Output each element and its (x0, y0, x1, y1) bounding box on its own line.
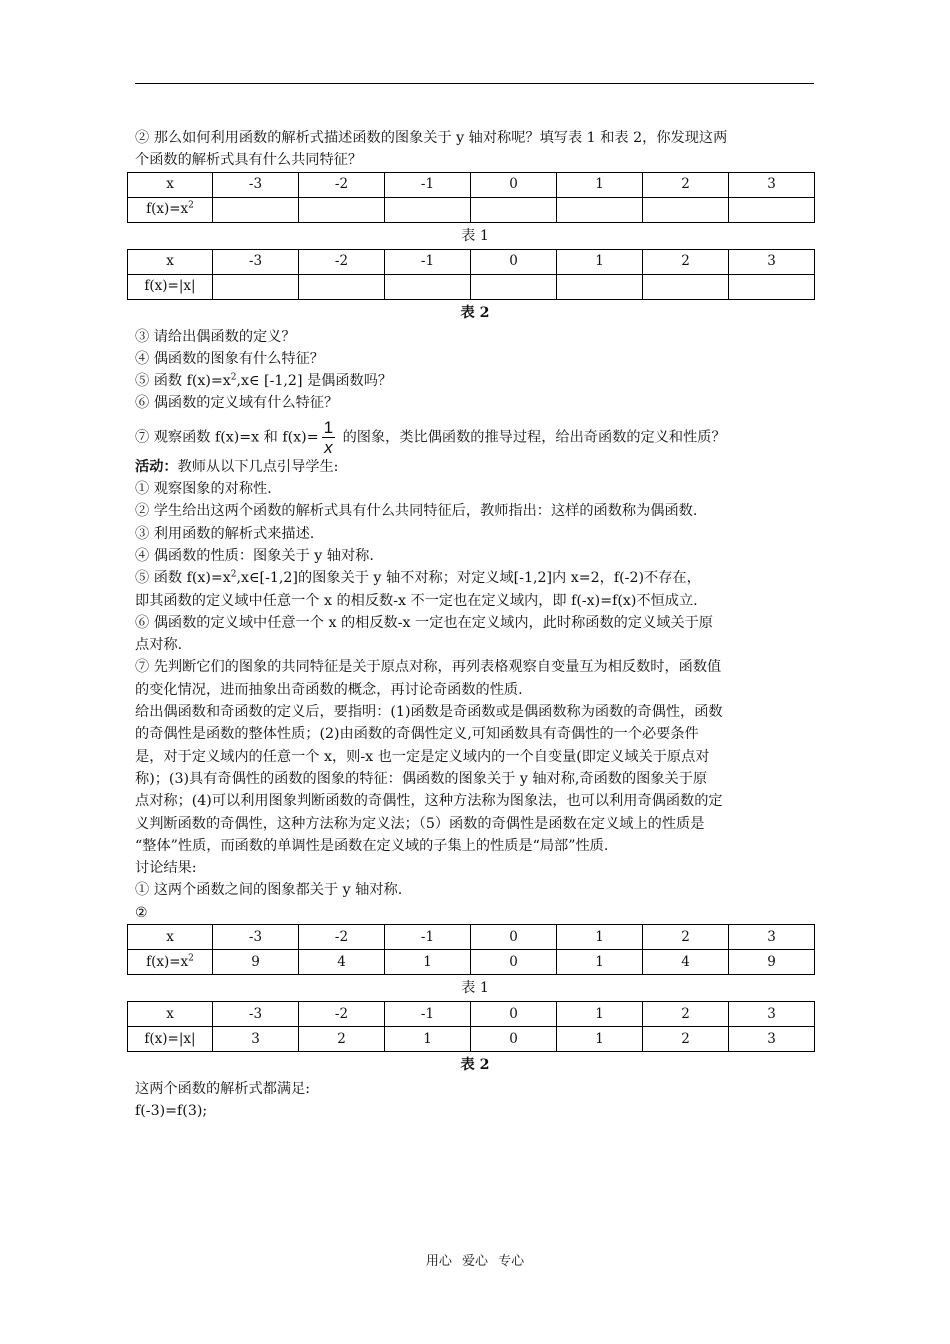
activity-heading: 活动：教师从以下几点引导学生: (135, 458, 339, 475)
guidance-line: “整体”性质，而函数的单调性是函数在定义域的子集上的性质是“局部”性质. (135, 837, 609, 854)
table-2-empty (127, 249, 815, 300)
f2-header: f(x)=|x| (128, 1027, 213, 1052)
activity-2: ② 学生给出这两个函数的解析式具有什么共同特征后，教师指出：这样的函数称为偶函数. (135, 503, 698, 520)
x-cell: -1 (385, 1002, 471, 1027)
table-row (128, 925, 815, 950)
f1-header: $f(x)=x^2$ (128, 197, 213, 222)
table-1-filled (127, 924, 815, 975)
blank-cell (729, 197, 815, 222)
x-header: x (128, 925, 213, 950)
fraction: $\frac{1}{x}$ (323, 417, 334, 457)
guidance-line: 点对称；(4)可以利用图象判断函数的奇偶性，这种方法称为图象法，也可以利用奇偶函数的定 (135, 793, 723, 810)
guidance-line: 称)；(3)具有奇偶性的函数的图象的特征：偶函数的图象关于 y 轴对称,奇函数的图象关于原 (135, 770, 708, 787)
value-cell: 4 (643, 950, 729, 975)
table-2-caption: 表 2 (460, 1057, 490, 1074)
value-cell: 2 (643, 1027, 729, 1052)
table-row (128, 197, 815, 222)
value-cell: 3 (213, 1027, 299, 1052)
question-2-line-1: ② 那么如何利用函数的解析式描述函数的图象关于 y 轴对称呢？填写表 1 和表 2，你发现这两 (135, 130, 728, 146)
x-cell: 1 (557, 1002, 643, 1027)
x-cell: -3 (213, 925, 299, 950)
blank-cell (471, 197, 557, 222)
x-header: x (128, 172, 213, 197)
page-footer: 用心 爱心 专心 (425, 1254, 525, 1269)
x-cell: 3 (729, 925, 815, 950)
discussion-1: ① 这两个函数之间的图象都关于 y 轴对称. (135, 882, 403, 899)
value-cell: 9 (213, 950, 299, 975)
blank-cell (213, 274, 299, 299)
value-cell: 1 (385, 1027, 471, 1052)
x-cell: 3 (729, 172, 815, 197)
blank-cell (299, 197, 385, 222)
question-4: ④ 偶函数的图象有什么特征？ (135, 350, 324, 367)
value-cell: 3 (729, 1027, 815, 1052)
x-cell: -2 (299, 249, 385, 274)
f2-header: f(x)=|x| (128, 274, 213, 299)
activity-6: ⑥ 偶函数的定义域中任意一个 x 的相反数-x 一定也在定义域内，此时称函数的定义域关于原 (135, 614, 713, 631)
value-cell: 1 (385, 950, 471, 975)
blank-cell (643, 197, 729, 222)
question-7: ⑦ 观察函数 f(x)=x 和 f(x)= $\frac{1}{x}$ 的图象，类比偶函数的推导过程，给出奇函数的定义和性质？ (135, 417, 726, 457)
table-2-filled (127, 1001, 815, 1052)
table-row (128, 950, 815, 975)
discussion-heading: 讨论结果: (135, 860, 197, 877)
activity-1: ① 观察图象的对称性. (135, 481, 272, 498)
x-cell: 1 (557, 925, 643, 950)
x-cell: -3 (213, 249, 299, 274)
x-cell: -2 (299, 925, 385, 950)
x-cell: -3 (213, 1002, 299, 1027)
x-cell: -2 (299, 172, 385, 197)
value-cell: 1 (557, 1027, 643, 1052)
blank-cell (213, 197, 299, 222)
header-rule (135, 83, 814, 84)
blank-cell (557, 274, 643, 299)
x-cell: 2 (643, 172, 729, 197)
table-row (128, 274, 815, 299)
x-cell: 2 (643, 925, 729, 950)
activity-6-line-2: 点对称. (135, 637, 183, 654)
value-cell: 4 (299, 950, 385, 975)
x-cell: -1 (385, 925, 471, 950)
guidance-line: 的奇偶性是函数的整体性质；(2)由函数的奇偶性定义,可知函数具有奇偶性的一个必要条件 (135, 726, 699, 743)
question-5: ⑤ 函数 $f(x)=x^2,x\in$ [-1,2] 是偶函数吗？ (135, 372, 393, 390)
table-2-caption: 表 2 (460, 304, 490, 321)
guidance-line: 是，对于定义域内的任意一个 x，则-x 也一定是定义域内的一个自变量(即定义域关于原点对 (135, 748, 710, 765)
x-header: x (128, 1002, 213, 1027)
question-6: ⑥ 偶函数的定义域有什么特征？ (135, 395, 339, 412)
x-cell: 0 (471, 925, 557, 950)
value-cell: 0 (471, 950, 557, 975)
document-body (135, 127, 815, 1123)
blank-cell (557, 197, 643, 222)
table-1-caption: 表 1 (461, 980, 489, 997)
question-2-line-2: 个函数的解析式具有什么共同特征？ (135, 152, 363, 169)
x-cell: 2 (643, 1002, 729, 1027)
value-cell: 0 (471, 1027, 557, 1052)
x-cell: 1 (557, 249, 643, 274)
activity-7-line-2: 的变化情况，进而抽象出奇函数的概念，再讨论奇函数的性质. (135, 681, 523, 698)
x-cell: 0 (471, 172, 557, 197)
x-cell: 0 (471, 249, 557, 274)
x-cell: -3 (213, 172, 299, 197)
activity-4: ④ 偶函数的性质：图象关于 y 轴对称. (135, 547, 374, 564)
x-cell: 2 (643, 249, 729, 274)
conclusion-1: 这两个函数的解析式都满足: (135, 1081, 311, 1098)
x-cell: 1 (557, 172, 643, 197)
value-cell: 1 (557, 950, 643, 975)
table-row (128, 1002, 815, 1027)
x-cell: 3 (729, 1002, 815, 1027)
x-cell: 0 (471, 1002, 557, 1027)
x-cell: -1 (385, 172, 471, 197)
blank-cell (471, 274, 557, 299)
activity-7: ⑦ 先判断它们的图象的共同特征是关于原点对称，再列表格观察自变量互为相反数时，函数值 (135, 659, 722, 676)
blank-cell (385, 197, 471, 222)
blank-cell (729, 274, 815, 299)
value-cell: 9 (729, 950, 815, 975)
f1-header: $f(x)=x^2$ (128, 950, 213, 975)
blank-cell (299, 274, 385, 299)
table-1-caption: 表 1 (461, 227, 489, 244)
table-row (128, 249, 815, 274)
table-1-empty (127, 172, 815, 223)
guidance-line: 义判断函数的奇偶性，这种方法称为定义法；（5）函数的奇偶性是函数在定义域上的性质是 (135, 815, 705, 832)
x-cell: -2 (299, 1002, 385, 1027)
conclusion-2: f(-3)=f(3); (135, 1103, 208, 1120)
table-row (128, 1027, 815, 1052)
value-cell: 2 (299, 1027, 385, 1052)
question-3: ③ 请给出偶函数的定义？ (135, 328, 296, 345)
x-cell: -1 (385, 249, 471, 274)
x-cell: 3 (729, 249, 815, 274)
table-row (128, 172, 815, 197)
blank-cell (643, 274, 729, 299)
activity-5-line-2: 即其函数的定义域中任意一个 x 的相反数-x 不一定也在定义域内，即 f(-x)=f(x)不恒成立. (135, 592, 698, 609)
blank-cell (385, 274, 471, 299)
guidance-line: 给出偶函数和奇函数的定义后，要指明：(1)函数是奇函数或是偶函数称为函数的奇偶性，函数 (135, 704, 723, 721)
activity-5: ⑤ 函数 $f(x)=x^2,x\in[-1,2]$的图象关于 y 轴不对称；对定义域[-1,2]内 x=2，f(-2)不存在， (135, 569, 701, 587)
discussion-2: ② (135, 904, 148, 921)
activity-3: ③ 利用函数的解析式来描述. (135, 525, 315, 542)
x-header: x (128, 249, 213, 274)
